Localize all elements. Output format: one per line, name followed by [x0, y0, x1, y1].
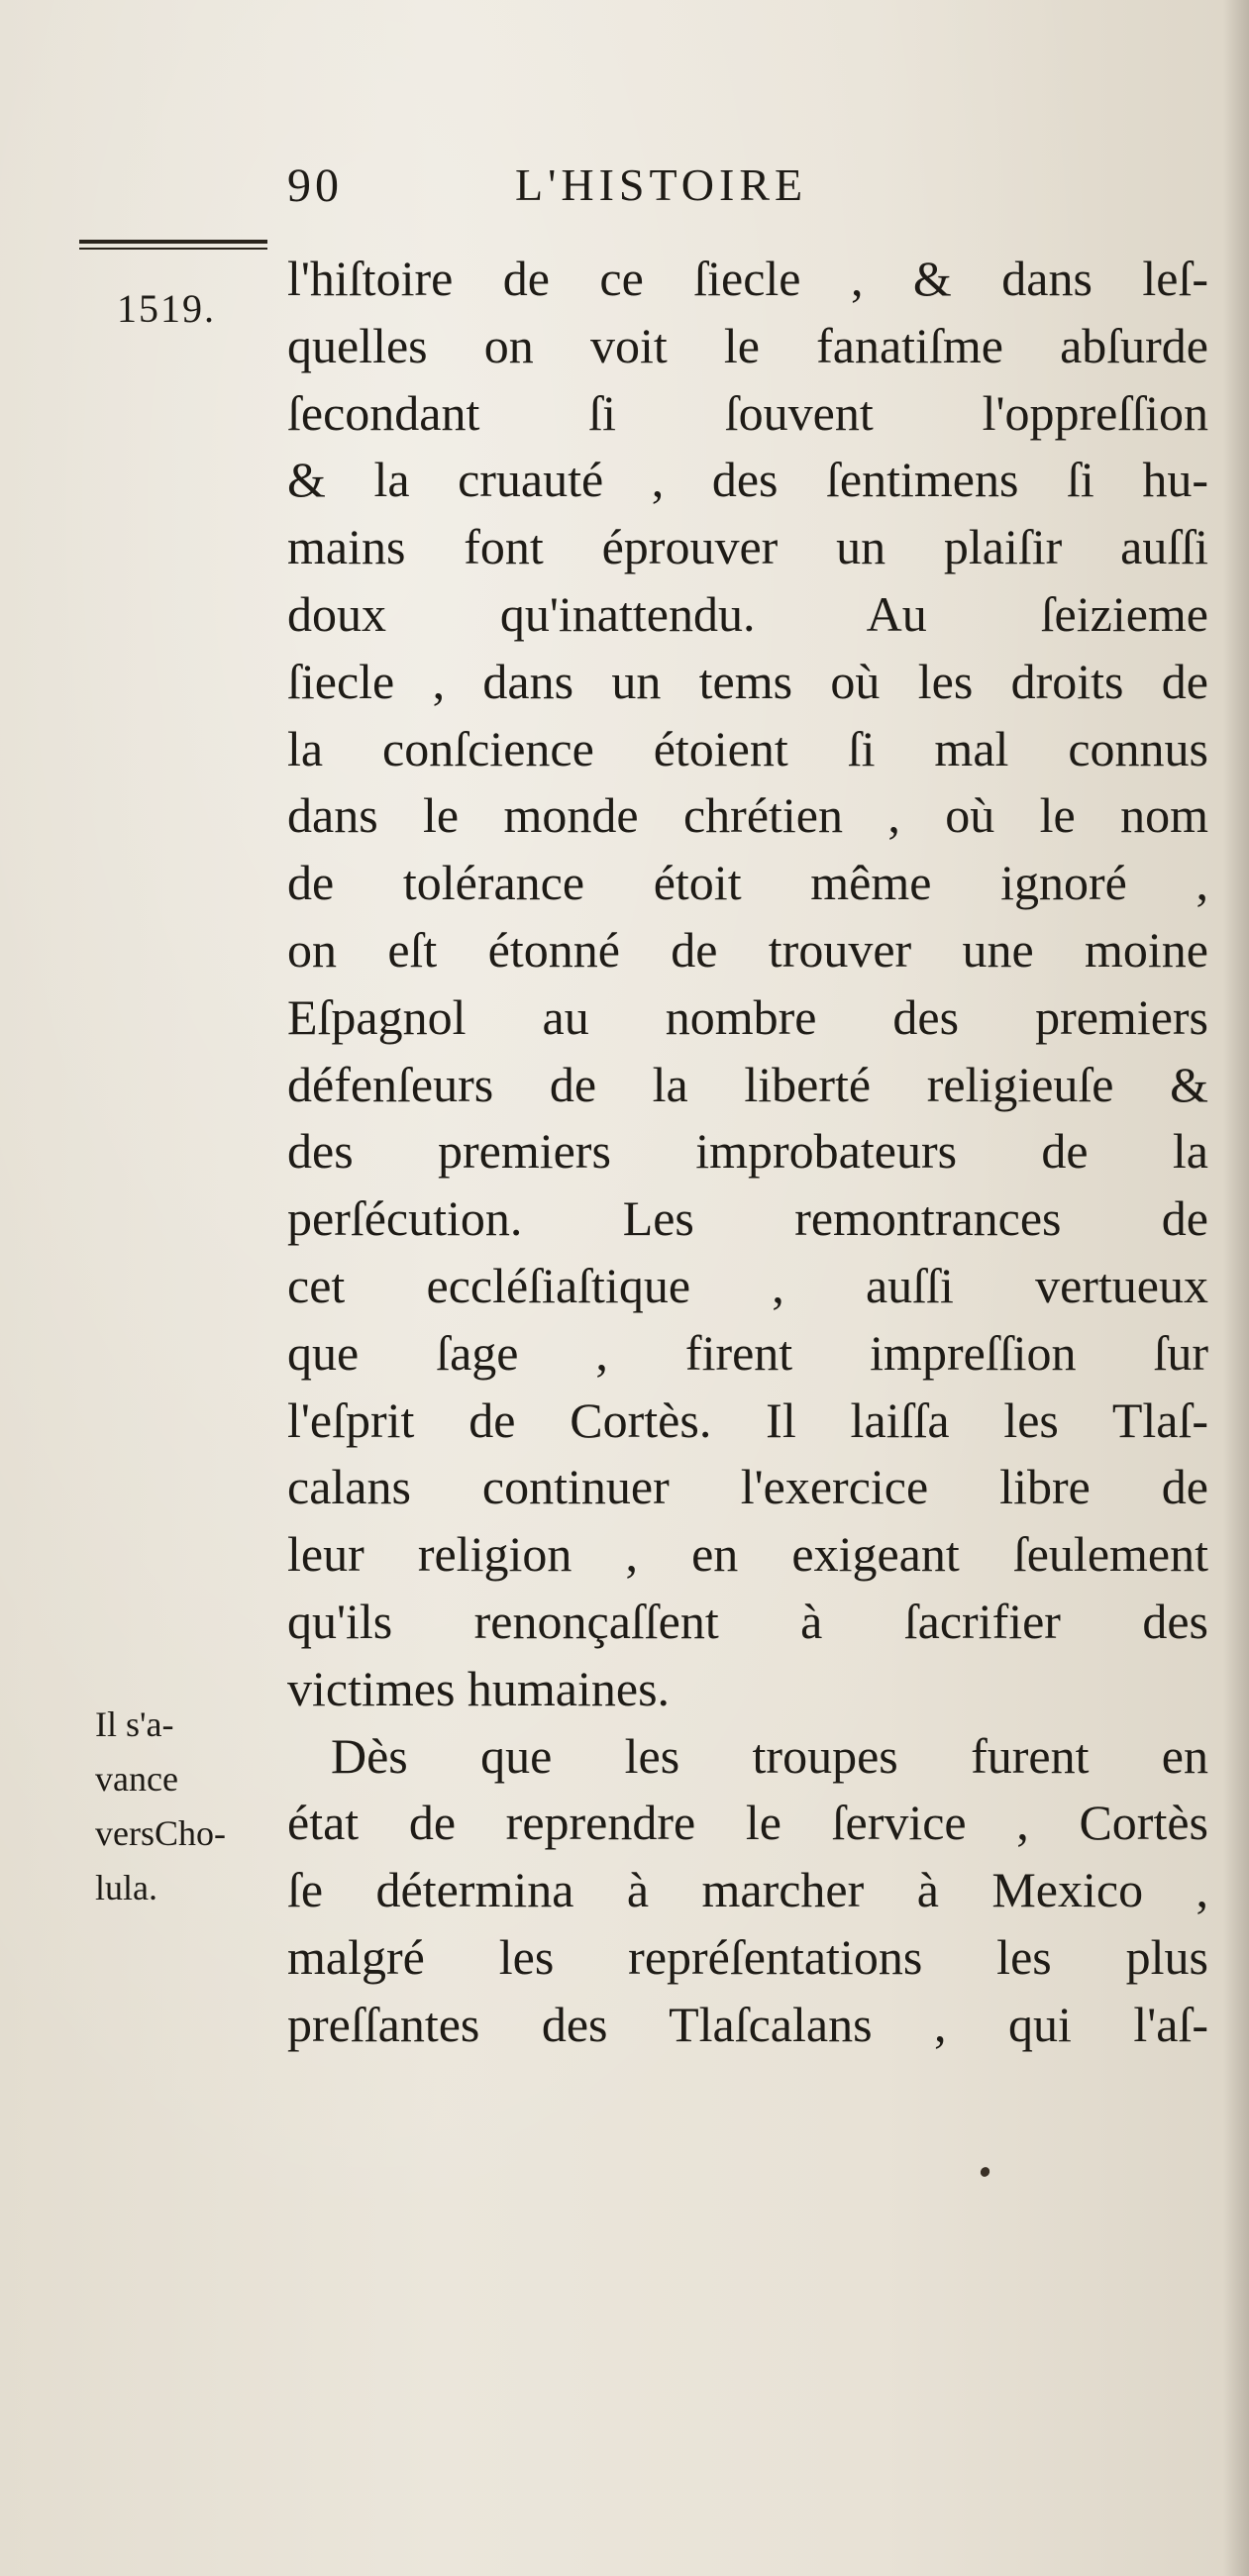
text-line: de tolérance étoit même ignoré ,	[287, 855, 1208, 911]
page-number: 90	[287, 159, 343, 212]
text-line: qu'ils renonçaſſent à ſacrifier des	[287, 1593, 1208, 1649]
text-line: dans le monde chrétien , où le nom	[287, 787, 1208, 844]
ink-speck	[979, 2165, 991, 2178]
paragraph-end-line: victimes humaines.	[287, 1660, 671, 1716]
margin-note-line: versCho-	[95, 1813, 226, 1853]
text-line: l'eſprit de Cortès. Il laiſſa les Tlaſ-	[287, 1391, 1208, 1448]
running-head	[287, 158, 1218, 218]
text-line: quelles on voit le fanatiſme abſurde	[287, 317, 1208, 373]
text-line: doux qu'inattendu. Au ſeizieme	[287, 585, 1208, 642]
margin-note-line: lula.	[95, 1868, 157, 1907]
text-line: leur religion , en exigeant ſeulement	[287, 1526, 1208, 1583]
text-line: état de reprendre le ſervice , Cortès	[287, 1795, 1208, 1851]
text-line: mains font éprouver un plaiſir auſſi	[287, 519, 1208, 575]
text-line: ſiecle , dans un tems où les droits de	[287, 653, 1208, 709]
text-line: preſſantes des Tlaſcalans , qui l'aſ-	[287, 1996, 1208, 2052]
text-line: Eſpagnol au nombre des premiers	[287, 988, 1208, 1045]
running-title: L'HISTOIRE	[515, 159, 808, 210]
text-line: l'hiſtoire de ce ſiecle , & dans leſ-	[287, 251, 1208, 306]
spine-shadow	[1223, 0, 1249, 2576]
margin-year: 1519.	[117, 286, 216, 331]
header-rule	[79, 240, 267, 250]
text-line: ſecondant ſi ſouvent l'oppreſſion	[287, 384, 1208, 441]
text-line: défenſeurs de la liberté religieuſe &	[287, 1056, 1208, 1112]
margin-note	[95, 1698, 293, 1915]
body-text	[287, 246, 1208, 2059]
text-line: on eſt étonné de trouver une moine	[287, 921, 1208, 978]
margin-note-line: Il s'a-	[95, 1704, 174, 1744]
paragraph-start-line: Dès que les troupes furent en	[331, 1727, 1208, 1784]
margin-note-line: vance	[95, 1759, 178, 1799]
text-line: cet eccléſiaſtique , auſſi vertueux	[287, 1257, 1208, 1313]
text-line: que ſage , firent impreſſion ſur	[287, 1324, 1208, 1381]
text-line: des premiers improbateurs de la	[287, 1123, 1208, 1180]
text-line: calans continuer l'exercice libre de	[287, 1459, 1208, 1515]
text-line: la conſcience étoient ſi mal connus	[287, 720, 1208, 776]
text-line: & la cruauté , des ſentimens ſi hu-	[287, 452, 1208, 508]
text-line: ſe détermina à marcher à Mexico ,	[287, 1862, 1208, 1918]
text-line: malgré les repréſentations les plus	[287, 1928, 1208, 1985]
text-line: perſécution. Les remontrances de	[287, 1190, 1208, 1247]
